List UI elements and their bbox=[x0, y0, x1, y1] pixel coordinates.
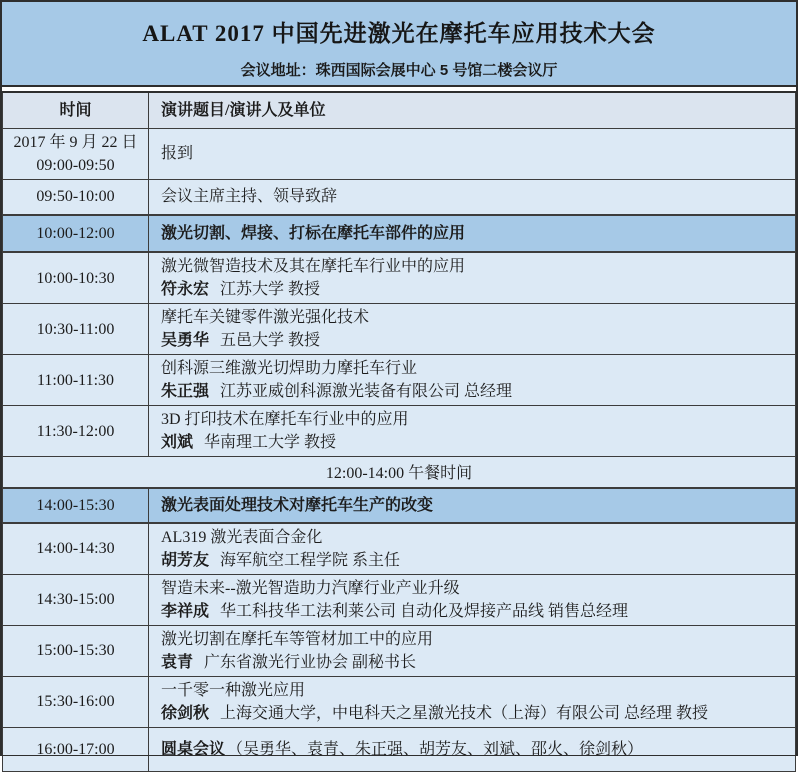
table-row bbox=[3, 625, 796, 676]
time-label: 09:00-09:50 bbox=[36, 156, 115, 174]
talk-cell bbox=[149, 304, 796, 355]
talk-title: 一千零一种激光应用 bbox=[161, 681, 306, 699]
time-cell: 10:30-11:00 bbox=[3, 304, 149, 355]
speaker-affiliation: 上海交通大学，中电科天之星激光技术（上海）有限公司 总经理 教授 bbox=[220, 704, 709, 722]
speaker-affiliation: 江苏大学 教授 bbox=[220, 281, 321, 298]
session-title: 激光切割、焊接、打标在摩托车部件的应用 bbox=[149, 215, 796, 252]
speaker-name: 胡芳友 bbox=[161, 551, 210, 569]
date-label: 2017 年 9 月 22 日 bbox=[13, 133, 138, 151]
time-cell: 11:30-12:00 bbox=[3, 406, 149, 457]
table-row bbox=[3, 406, 796, 457]
time-cell: 15:00-15:30 bbox=[3, 625, 149, 676]
speaker-name: 符永宏 bbox=[161, 281, 210, 298]
talk-cell bbox=[149, 355, 796, 406]
speaker-affiliation: 华工科技华工法利莱公司 自动化及焊接产品线 销售总经理 bbox=[220, 602, 629, 620]
table-row bbox=[3, 128, 796, 179]
speaker-affiliation: 江苏亚威创科源激光装备有限公司 总经理 bbox=[220, 383, 513, 400]
speaker-name: 刘斌 bbox=[161, 434, 194, 451]
talk-title: 激光微智造技术及其在摩托车行业中的应用 bbox=[161, 258, 466, 275]
roundtable-row bbox=[3, 727, 796, 771]
table-row bbox=[3, 304, 796, 355]
speaker-name: 李祥成 bbox=[161, 602, 210, 620]
page-title: ALAT 2017 中国先进激光在摩托车应用技术大会 bbox=[142, 21, 656, 46]
talk-cell bbox=[149, 406, 796, 457]
time-cell: 14:30-15:00 bbox=[3, 574, 149, 625]
time-cell: 16:00-17:00 bbox=[3, 727, 149, 771]
time-cell: 10:00-12:00 bbox=[3, 215, 149, 252]
talk-cell bbox=[149, 523, 796, 575]
roundtable-label: 圆桌会议 bbox=[161, 740, 226, 758]
speaker-affiliation: 海军航空工程学院 系主任 bbox=[220, 551, 401, 569]
talk-cell bbox=[149, 625, 796, 676]
time-cell: 09:50-10:00 bbox=[3, 179, 149, 215]
time-cell: 15:30-16:00 bbox=[3, 676, 149, 727]
section-row bbox=[3, 488, 796, 523]
table-row bbox=[3, 676, 796, 727]
talk-cell bbox=[149, 676, 796, 727]
speaker-name: 徐剑秋 bbox=[161, 704, 210, 722]
speaker-affiliation: 五邑大学 教授 bbox=[220, 332, 321, 349]
title-block bbox=[2, 2, 796, 87]
roundtable-cell bbox=[149, 727, 796, 771]
talk-cell bbox=[149, 252, 796, 304]
talk-title: 摩托车关键零件激光强化技术 bbox=[161, 309, 370, 326]
session-title: 激光表面处理技术对摩托车生产的改变 bbox=[149, 488, 796, 523]
table-row bbox=[3, 574, 796, 625]
section-row bbox=[3, 215, 796, 252]
time-cell: 14:00-15:30 bbox=[3, 488, 149, 523]
schedule-sheet bbox=[1, 1, 797, 758]
time-cell: 11:00-11:30 bbox=[3, 355, 149, 406]
table-row bbox=[3, 179, 796, 215]
schedule-table bbox=[2, 91, 796, 772]
talk-title: 创科源三维激光切焊助力摩托车行业 bbox=[161, 360, 418, 377]
table-row bbox=[3, 523, 796, 575]
roundtable-participants: （吴勇华、袁青、朱正强、胡芳友、刘斌、邵火、徐剑秋） bbox=[227, 740, 644, 758]
speaker-name: 朱正强 bbox=[161, 383, 210, 400]
column-header-time: 时间 bbox=[3, 92, 149, 128]
venue-subtitle: 会议地址：珠西国际会展中心 5 号馆二楼会议厅 bbox=[240, 62, 558, 79]
talk-title: 激光切割在摩托车等管材加工中的应用 bbox=[161, 630, 434, 648]
talk-title: 3D 打印技术在摩托车行业中的应用 bbox=[161, 411, 409, 428]
table-row bbox=[3, 252, 796, 304]
table-row bbox=[3, 355, 796, 406]
talk-title: 智造未来--激光智造助力汽摩行业产业升级 bbox=[161, 579, 460, 597]
event-cell: 会议主席主持、领导致辞 bbox=[149, 179, 796, 215]
speaker-name: 吴勇华 bbox=[161, 332, 210, 349]
time-cell: 10:00-10:30 bbox=[3, 252, 149, 304]
talk-title: AL319 激光表面合金化 bbox=[161, 528, 323, 546]
time-cell bbox=[3, 128, 149, 179]
event-cell: 报到 bbox=[149, 128, 796, 179]
speaker-name: 袁青 bbox=[161, 653, 194, 671]
break-row bbox=[3, 457, 796, 488]
break-label: 12:00-14:00 午餐时间 bbox=[3, 457, 796, 488]
column-header-content: 演讲题目/演讲人及单位 bbox=[149, 92, 796, 128]
time-cell: 14:00-14:30 bbox=[3, 523, 149, 575]
speaker-affiliation: 广东省激光行业协会 副秘书长 bbox=[204, 653, 417, 671]
speaker-affiliation: 华南理工大学 教授 bbox=[204, 434, 337, 451]
talk-cell bbox=[149, 574, 796, 625]
table-header-row bbox=[3, 92, 796, 128]
